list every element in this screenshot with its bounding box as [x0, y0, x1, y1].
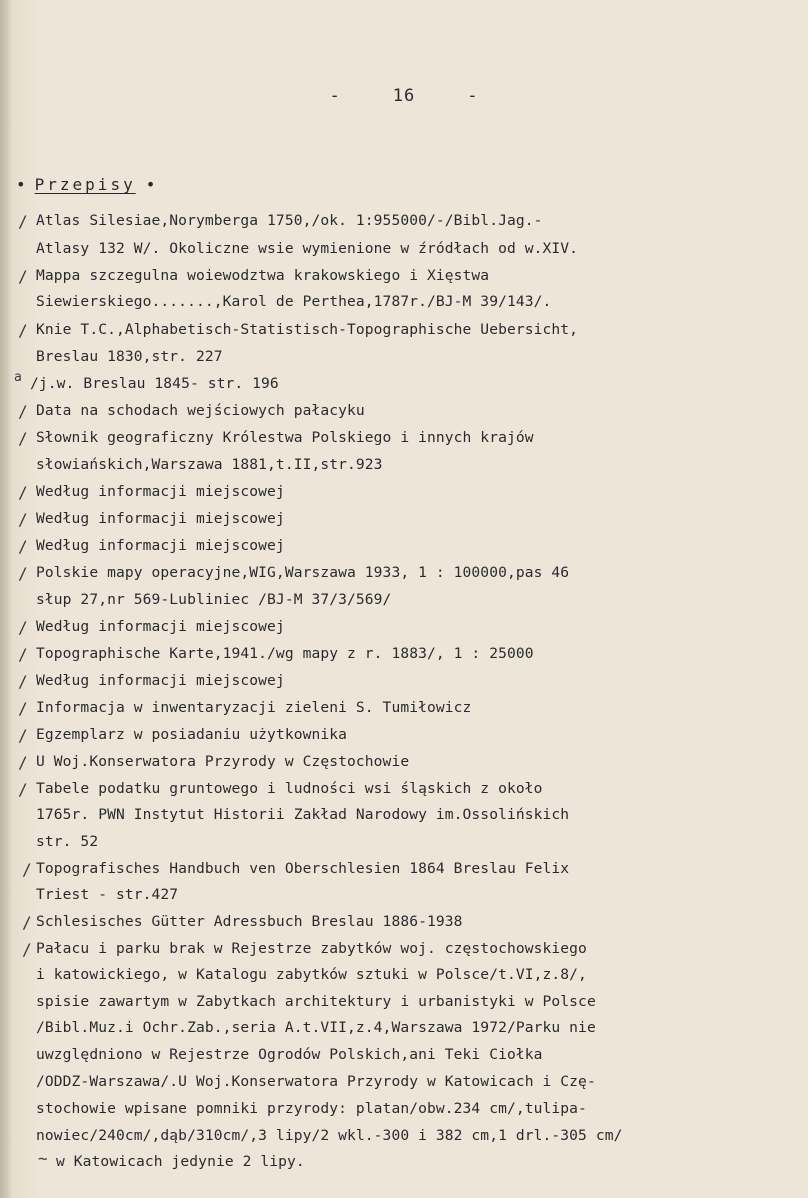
page-number: 16 [392, 86, 416, 106]
check-mark: / [18, 429, 28, 448]
reference-line: Według informacji miejscowej [36, 618, 285, 635]
heading-end-bullet: • [145, 175, 159, 194]
check-mark: / [18, 564, 28, 583]
reference-line: Mappa szczegulna woiewodztwa krakowskiego i Xięstwa [36, 267, 490, 284]
reference-line: Pałacu i parku brak w Rejestrze zabytków woj. częstochowskiego [36, 940, 587, 957]
reference-line: spisie zawartym w Zabytkach architektury i urbanistyki w Polsce [36, 993, 596, 1010]
reference-line: słup 27,nr 569-Lubliniec /BJ-M 37/3/569/ [36, 591, 392, 608]
prefix-mark: a [14, 370, 22, 385]
section-heading [16, 175, 158, 194]
check-mark: / [18, 699, 28, 718]
tilde-mark: ~ [38, 1149, 48, 1168]
check-mark: / [18, 753, 28, 772]
reference-line: stochowie wpisane pomniki przyrody: platan/obw.234 cm/,tulipa- [36, 1100, 587, 1117]
check-mark: / [18, 483, 28, 502]
reference-line: słowiańskich,Warszawa 1881,t.II,str.923 [36, 456, 383, 473]
reference-line: Siewierskiego.......,Karol de Perthea,1787r./BJ-M 39/143/. [36, 293, 552, 310]
check-mark: / [18, 510, 28, 529]
reference-line: Triest - str.427 [36, 886, 179, 903]
check-mark: / [18, 672, 28, 691]
check-mark: / [18, 321, 28, 340]
reference-line: Topographische Karte,1941./wg mapy z r. 1883/, 1 : 25000 [36, 645, 534, 662]
reference-line: U Woj.Konserwatora Przyrody w Częstochowie [36, 753, 410, 770]
page-number-dash-left: - [329, 86, 341, 106]
check-mark: / [22, 940, 32, 959]
check-mark: / [18, 212, 28, 231]
heading-bullet: • [16, 175, 29, 194]
reference-line: uwzględniono w Rejestrze Ogrodów Polskich,ani Teki Ciołka [36, 1046, 543, 1063]
reference-line: Atlasy 132 W/. Okoliczne wsie wymienione w źródłach od w.XIV. [36, 240, 579, 257]
check-mark: / [22, 913, 32, 932]
reference-line: Według informacji miejscowej [36, 510, 285, 527]
check-mark: / [22, 860, 32, 879]
binding-shadow [0, 0, 12, 1198]
reference-line: /j.w. Breslau 1845- str. 196 [30, 375, 279, 392]
reference-line: w Katowicach jedynie 2 lipy. [56, 1153, 305, 1170]
reference-line: /Bibl.Muz.i Ochr.Zab.,seria A.t.VII,z.4,Warszawa 1972/Parku nie [36, 1019, 596, 1036]
reference-line: Polskie mapy operacyjne,WIG,Warszawa 1933, 1 : 100000,pas 46 [36, 564, 570, 581]
reference-line: Według informacji miejscowej [36, 537, 285, 554]
reference-line: /ODDZ-Warszawa/.U Woj.Konserwatora Przyrody w Katowicach i Czę- [36, 1073, 596, 1090]
reference-line: Egzemplarz w posiadaniu użytkownika [36, 726, 348, 743]
reference-line: Słownik geograficzny Królestwa Polskiego i innych krajów [36, 429, 534, 446]
reference-line: 1765r. PWN Instytut Historii Zakład Narodowy im.Ossolińskich [36, 806, 570, 823]
reference-line: Informacja w inwentaryzacji zieleni S. Tumiłowicz [36, 699, 472, 716]
reference-line: Schlesisches Gütter Adressbuch Breslau 1886-1938 [36, 913, 463, 930]
heading-title: Przepisy [34, 175, 136, 194]
reference-line: Data na schodach wejściowych pałacyku [36, 402, 365, 419]
reference-line: str. 52 [36, 833, 99, 850]
reference-line: Według informacji miejscowej [36, 672, 285, 689]
reference-line: nowiec/240cm/,dąb/310cm/,3 lipy/2 wkl.-300 i 382 cm,1 drl.-305 cm/ [36, 1127, 623, 1144]
check-mark: / [18, 780, 28, 799]
reference-line: i katowickiego, w Katalogu zabytków sztuki w Polsce/t.VI,z.8/, [36, 966, 587, 983]
page-number-header [0, 86, 808, 106]
check-mark: / [18, 267, 28, 286]
reference-line: Według informacji miejscowej [36, 483, 285, 500]
reference-line: Breslau 1830,str. 227 [36, 348, 223, 365]
check-mark: / [18, 402, 28, 421]
reference-line: Tabele podatku gruntowego i ludności wsi śląskich z około [36, 780, 543, 797]
reference-line: Atlas Silesiae,Norymberga 1750,/ok. 1:955000/-/Bibl.Jag.- [36, 212, 543, 229]
check-mark: / [18, 645, 28, 664]
check-mark: / [18, 537, 28, 556]
check-mark: / [18, 618, 28, 637]
reference-line: Knie T.C.,Alphabetisch-Statistisch-Topographische Uebersicht, [36, 321, 579, 338]
check-mark: / [18, 726, 28, 745]
page-number-dash-right: - [467, 86, 479, 106]
reference-line: Topografisches Handbuch ven Oberschlesien 1864 Breslau Felix [36, 860, 570, 877]
